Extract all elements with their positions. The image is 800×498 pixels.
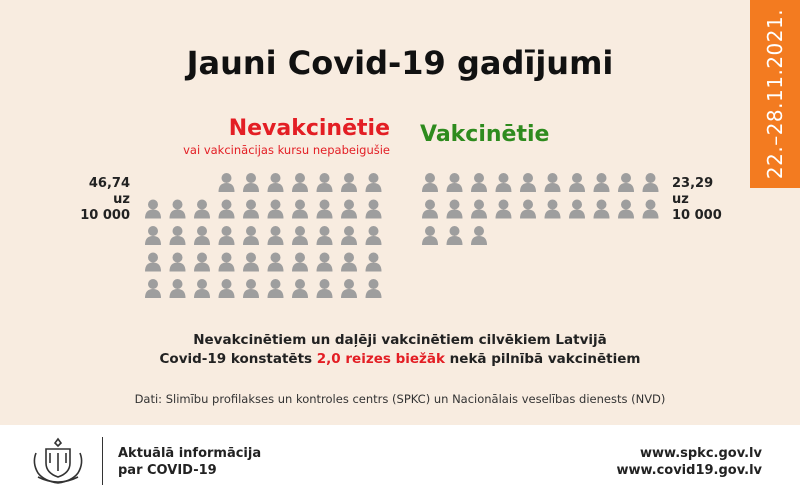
vaccinated-person-icon	[471, 173, 487, 192]
unvaccinated-person-icon	[292, 200, 308, 219]
vaccinated-person-icon	[594, 173, 610, 192]
unvaccinated-person-icon	[145, 253, 161, 272]
unvaccinated-person-icon	[268, 279, 284, 298]
vaccinated-person-icon	[545, 200, 561, 219]
unvaccinated-person-icon	[194, 253, 210, 272]
unvaccinated-person-icon	[194, 226, 210, 245]
vaccinated-person-icon	[520, 200, 536, 219]
unvaccinated-rate-per: uz	[113, 192, 130, 207]
unvaccinated-person-icon	[341, 279, 357, 298]
unvaccinated-person-icon	[341, 200, 357, 219]
unvaccinated-person-icon	[268, 173, 284, 192]
footer-info	[118, 445, 261, 479]
vaccinated-person-icon	[569, 173, 585, 192]
vaccinated-person-icon	[471, 226, 487, 245]
vaccinated-person-icon	[618, 173, 634, 192]
unvaccinated-person-icon	[145, 200, 161, 219]
summary-line-1: Nevakcinētiem un daļēji vakcinētiem cilvēkiem Latvijā	[193, 332, 607, 348]
unvaccinated-person-icon	[243, 173, 259, 192]
unvaccinated-person-icon	[366, 200, 382, 219]
date-range: 22.–28.11.2021.	[763, 8, 787, 180]
unvaccinated-person-icon	[341, 226, 357, 245]
unvaccinated-person-icon	[292, 253, 308, 272]
summary-line-2-end: nekā pilnībā vakcinētiem	[444, 351, 641, 367]
unvaccinated-person-icon	[243, 253, 259, 272]
unvaccinated-person-icon	[292, 173, 308, 192]
unvaccinated-person-icon	[194, 200, 210, 219]
unvaccinated-person-icon	[317, 173, 333, 192]
vaccinated-person-icon	[496, 173, 512, 192]
unvaccinated-person-icon	[341, 173, 357, 192]
coat-of-arms-icon	[28, 435, 88, 487]
vaccinated-rate-value: 23,29	[672, 176, 714, 191]
summary-highlight: 2,0 reizes biežāk	[316, 351, 445, 367]
page-title: Jauni Covid-19 gadījumi	[186, 44, 614, 82]
unvaccinated-person-icon	[170, 253, 186, 272]
unvaccinated-person-icon	[243, 226, 259, 245]
vaccinated-person-icon	[496, 200, 512, 219]
unvaccinated-person-icon	[219, 226, 235, 245]
unvaccinated-person-icon	[243, 279, 259, 298]
vaccinated-person-icon	[422, 173, 438, 192]
unvaccinated-person-icon	[268, 226, 284, 245]
unvaccinated-person-icon	[243, 200, 259, 219]
vaccinated-person-icon	[618, 200, 634, 219]
unvaccinated-person-icon	[194, 279, 210, 298]
vaccinated-person-icon	[520, 173, 536, 192]
unvaccinated-subtitle: vai vakcinācijas kursu nepabeigušie	[183, 143, 390, 157]
vaccinated-person-icon	[422, 226, 438, 245]
vaccinated-person-icon	[569, 200, 585, 219]
unvaccinated-person-icon	[341, 253, 357, 272]
unvaccinated-rate-base: 10 000	[80, 208, 130, 223]
unvaccinated-person-icon	[317, 279, 333, 298]
unvaccinated-person-icon	[317, 226, 333, 245]
unvaccinated-person-icon	[219, 173, 235, 192]
footer-divider	[102, 437, 103, 485]
link-covid19[interactable]: www.covid19.gov.lv	[616, 463, 762, 478]
unvaccinated-person-icon	[317, 200, 333, 219]
source-note: Dati: Slimību profilakses un kontroles centrs (SPKC) un Nacionālais veselības dienests (NVD)	[134, 392, 666, 406]
unvaccinated-person-icon	[317, 253, 333, 272]
unvaccinated-person-icon	[145, 279, 161, 298]
footer-info-line-2: par COVID-19	[118, 463, 217, 478]
vaccinated-person-icon	[545, 173, 561, 192]
vaccinated-person-icon	[594, 200, 610, 219]
vaccinated-title: Vakcinētie	[420, 122, 550, 147]
footer-links	[616, 445, 762, 479]
unvaccinated-person-icon	[366, 173, 382, 192]
unvaccinated-person-icon	[268, 253, 284, 272]
unvaccinated-title: Nevakcinētie	[228, 116, 390, 141]
summary-line-2	[0, 350, 800, 369]
footer	[0, 425, 800, 498]
summary-text	[0, 331, 800, 369]
unvaccinated-rate-value: 46,74	[88, 176, 130, 191]
unvaccinated-person-icon	[292, 279, 308, 298]
unvaccinated-person-icon	[292, 226, 308, 245]
vaccinated-person-icon	[447, 173, 463, 192]
unvaccinated-person-icon	[170, 200, 186, 219]
link-spkc[interactable]: www.spkc.gov.lv	[640, 446, 762, 461]
unvaccinated-person-icon	[219, 200, 235, 219]
vaccinated-person-icon	[471, 200, 487, 219]
unvaccinated-person-icon	[219, 253, 235, 272]
vaccinated-person-icon	[422, 200, 438, 219]
vaccinated-person-icon	[447, 226, 463, 245]
unvaccinated-person-icon	[268, 200, 284, 219]
unvaccinated-person-icon	[170, 226, 186, 245]
unvaccinated-person-icon	[366, 279, 382, 298]
vaccinated-person-icon	[643, 173, 659, 192]
unvaccinated-person-icon	[170, 279, 186, 298]
footer-info-line-1: Aktuālā informācija	[118, 446, 262, 461]
vaccinated-rate-base: 10 000	[672, 208, 722, 223]
vaccinated-person-icon	[447, 200, 463, 219]
unvaccinated-person-icon	[366, 253, 382, 272]
vaccinated-person-icon	[643, 200, 659, 219]
vaccinated-rate-per: uz	[672, 192, 689, 207]
unvaccinated-person-icon	[145, 226, 161, 245]
unvaccinated-person-icon	[219, 279, 235, 298]
summary-line-2-start: Covid-19 konstatēts	[159, 351, 317, 367]
unvaccinated-person-icon	[366, 226, 382, 245]
